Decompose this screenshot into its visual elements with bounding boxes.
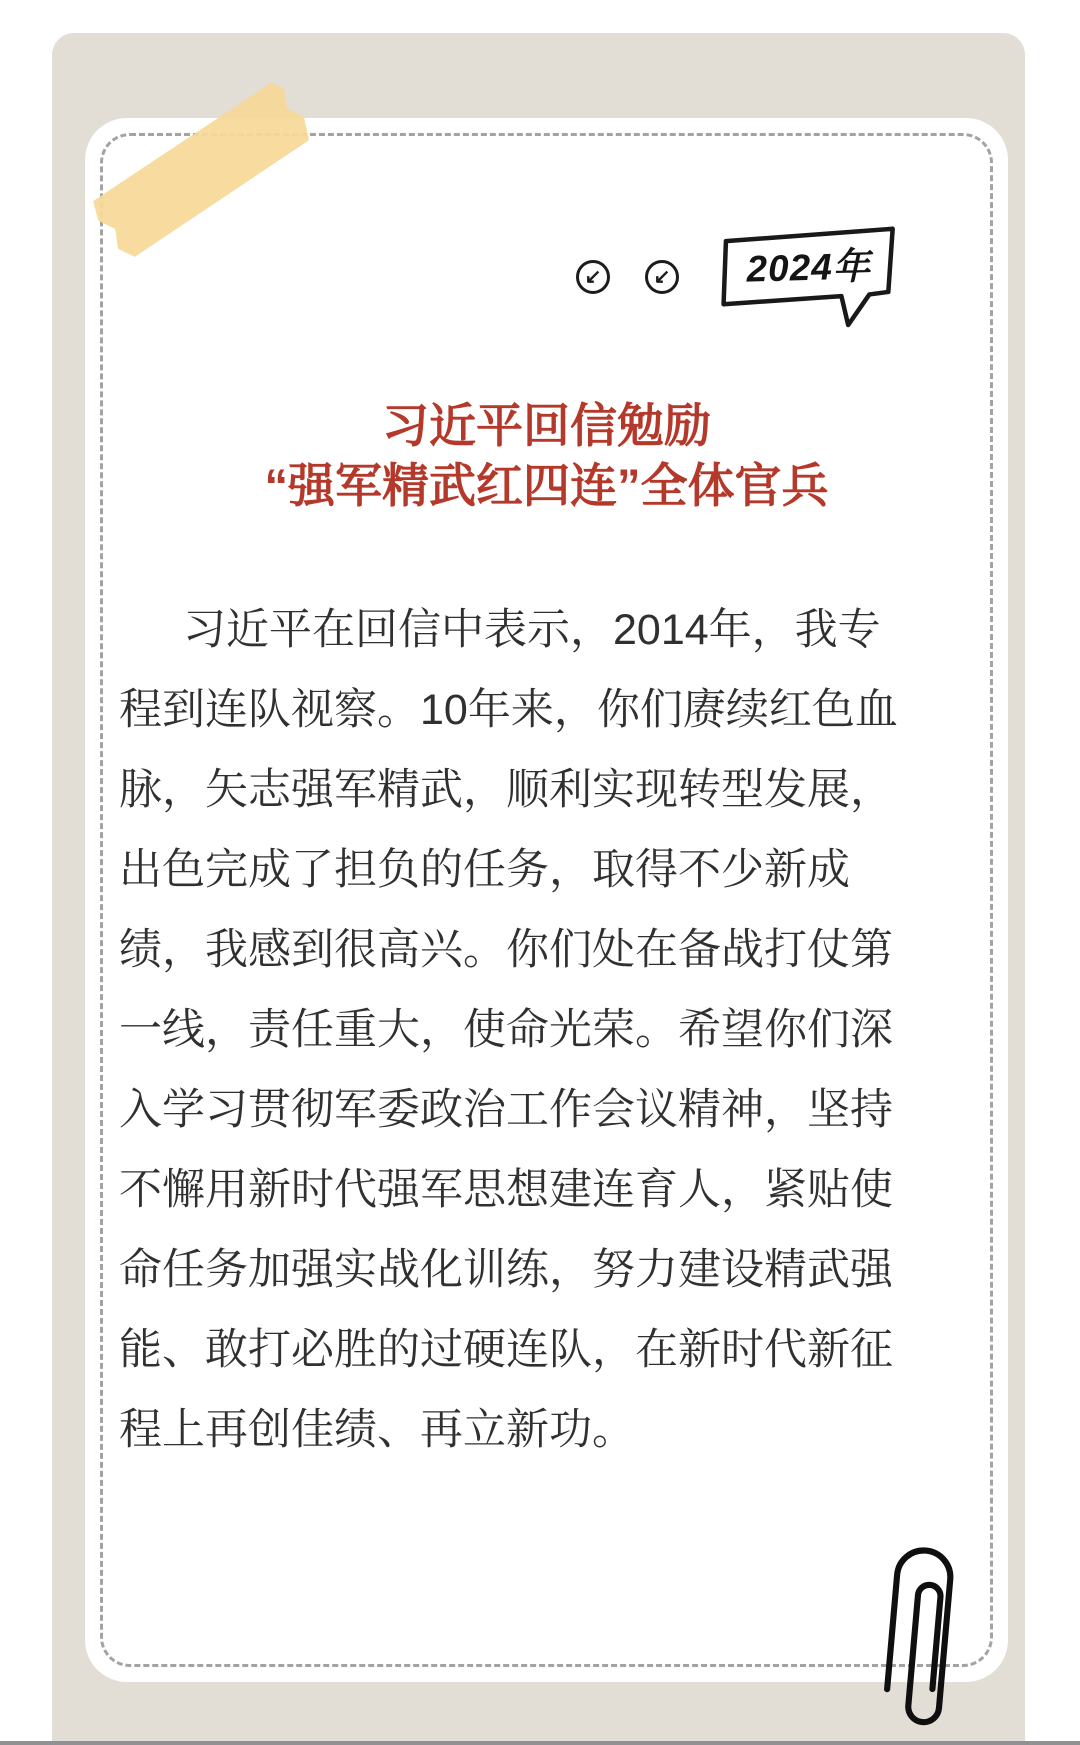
- title-line-1: 习近平回信勉励: [382, 399, 711, 452]
- article-title: [85, 396, 1008, 516]
- arrow-down-left-icon: ↙: [645, 260, 679, 294]
- body-line: 不懈用新时代强军思想建连育人，紧贴使: [119, 1166, 893, 1214]
- body-line: 一线，责任重大，使命光荣。希望你们深: [119, 1006, 893, 1054]
- body-line: 程到连队视察。10年来，你们赓续红色血: [119, 686, 898, 734]
- body-line: 能、敢打必胜的过硬连队，在新时代新征: [119, 1326, 893, 1374]
- body-line: 绩，我感到很高兴。你们处在备战打仗第: [119, 926, 893, 974]
- body-line: 出色完成了担负的任务，取得不少新成: [119, 846, 850, 894]
- arrow-down-left-icon: ↙: [576, 260, 610, 294]
- body-line: 入学习贯彻军委政治工作会议精神，坚持: [119, 1086, 893, 1134]
- body-line: 脉，矢志强军精武，顺利实现转型发展，: [119, 766, 893, 814]
- article-body: [119, 590, 899, 1470]
- paperclip-icon: [868, 1539, 967, 1745]
- year-bubble-label: 2024年: [745, 245, 872, 290]
- content-panel: [52, 33, 1025, 1745]
- letter-card: [85, 118, 1008, 1682]
- body-line: 习近平在回信中表示，2014年，我专: [183, 606, 881, 654]
- year-bubble: [717, 226, 902, 337]
- body-line: 命任务加强实战化训练，努力建设精武强: [119, 1246, 893, 1294]
- bottom-edge-line: [0, 1741, 1080, 1745]
- body-line: 程上再创佳绩、再立新功。: [119, 1406, 635, 1454]
- title-line-2: “强军精武红四连”全体官兵: [264, 459, 829, 512]
